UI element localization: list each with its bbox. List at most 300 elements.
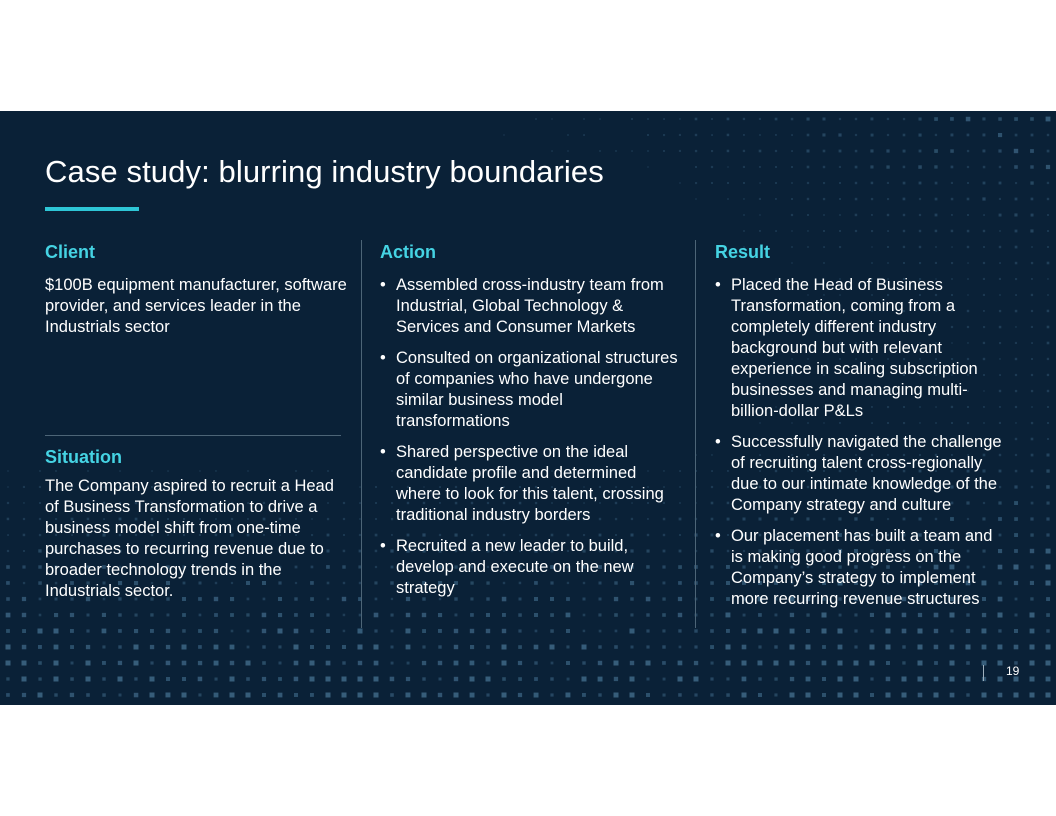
background-dot: [6, 693, 10, 697]
background-dot: [1014, 565, 1019, 570]
background-dot: [39, 614, 42, 617]
background-dot: [598, 677, 603, 682]
background-dot: [439, 678, 442, 681]
background-dot: [759, 182, 761, 184]
background-dot: [662, 613, 666, 617]
background-dot: [951, 262, 953, 264]
background-dot: [86, 629, 89, 632]
background-dot: [775, 150, 777, 152]
background-dot: [1015, 278, 1017, 280]
background-dot: [375, 566, 377, 568]
background-dot: [791, 214, 793, 216]
background-dot: [22, 661, 27, 666]
background-dot: [262, 629, 266, 633]
background-dot: [903, 118, 905, 120]
background-dot: [839, 150, 842, 153]
background-dot: [1046, 469, 1049, 472]
background-dot: [630, 661, 634, 665]
background-dot: [534, 645, 539, 650]
background-dot: [647, 166, 649, 168]
background-dot: [374, 693, 379, 698]
background-dot: [1047, 294, 1049, 296]
background-dot: [1015, 326, 1017, 328]
background-dot: [1047, 262, 1050, 265]
background-dot: [999, 230, 1001, 232]
background-dot: [1047, 406, 1049, 408]
background-dot: [39, 534, 41, 536]
background-dot: [886, 149, 889, 152]
background-dot: [454, 677, 458, 681]
background-dot: [1015, 390, 1017, 392]
background-dot: [1015, 598, 1018, 601]
background-dot: [1046, 565, 1051, 570]
background-dot: [1046, 533, 1049, 536]
background-dot: [375, 502, 377, 504]
background-dot: [695, 166, 697, 168]
background-dot: [1015, 262, 1018, 265]
background-dot: [919, 182, 922, 185]
background-dot: [1030, 597, 1033, 600]
background-dot: [38, 693, 43, 698]
background-dot: [166, 677, 170, 681]
background-dot: [502, 661, 507, 666]
background-dot: [54, 613, 58, 617]
background-dot: [711, 486, 713, 488]
background-dot: [134, 677, 137, 680]
background-dot: [886, 629, 891, 634]
background-dot: [838, 693, 843, 698]
background-dot: [630, 613, 633, 616]
background-dot: [983, 230, 985, 232]
background-dot: [678, 613, 682, 617]
background-dot: [1046, 549, 1051, 554]
background-dot: [214, 645, 219, 650]
background-dot: [759, 198, 761, 200]
background-dot: [982, 645, 987, 650]
background-dot: [582, 693, 586, 697]
background-dot: [7, 502, 9, 504]
background-dot: [743, 230, 745, 232]
background-dot: [711, 118, 713, 120]
background-dot: [903, 166, 906, 169]
background-dot: [246, 661, 251, 666]
background-dot: [1031, 454, 1034, 457]
background-dot: [534, 693, 539, 698]
background-dot: [551, 150, 553, 152]
background-dot: [870, 165, 873, 168]
background-dot: [230, 693, 235, 698]
background-dot: [582, 645, 587, 650]
background-dot: [358, 693, 363, 698]
background-dot: [135, 614, 138, 617]
background-dot: [262, 613, 267, 618]
background-dot: [1046, 629, 1049, 632]
background-dot: [534, 661, 537, 664]
background-dot: [870, 661, 875, 666]
background-dot: [102, 645, 105, 648]
background-dot: [391, 646, 394, 649]
background-dot: [823, 182, 825, 184]
background-dot: [422, 693, 427, 698]
background-dot: [966, 661, 970, 665]
background-dot: [278, 629, 283, 634]
background-dot: [327, 470, 329, 472]
background-dot: [550, 645, 555, 650]
background-dot: [823, 198, 825, 200]
background-dot: [375, 486, 377, 488]
background-dot: [663, 694, 666, 697]
background-dot: [294, 629, 299, 634]
background-dot: [694, 677, 699, 682]
background-dot: [1047, 422, 1049, 424]
background-dot: [343, 614, 346, 617]
background-dot: [727, 134, 730, 137]
background-dot: [151, 470, 153, 472]
background-dot: [1031, 262, 1033, 264]
background-dot: [422, 645, 425, 648]
background-dot: [1031, 422, 1033, 424]
background-dot: [631, 118, 633, 120]
background-dot: [1031, 278, 1033, 280]
background-dot: [534, 613, 538, 617]
background-dot: [39, 518, 41, 520]
background-dot: [663, 134, 665, 136]
background-dot: [998, 677, 1003, 682]
background-dot: [838, 629, 843, 634]
background-dot: [118, 629, 122, 633]
background-dot: [983, 134, 986, 137]
background-dot: [919, 118, 922, 121]
background-dot: [230, 677, 235, 682]
background-dot: [294, 645, 299, 650]
background-dot: [934, 661, 938, 665]
background-dot: [791, 166, 793, 168]
background-dot: [822, 693, 826, 697]
background-dot: [823, 118, 826, 121]
background-dot: [710, 645, 714, 649]
background-dot: [567, 134, 569, 136]
background-dot: [70, 629, 74, 633]
background-dot: [742, 645, 747, 650]
background-dot: [214, 613, 218, 617]
background-dot: [422, 629, 426, 633]
background-dot: [70, 677, 74, 681]
background-dot: [710, 629, 714, 633]
background-dot: [679, 150, 681, 152]
background-dot: [743, 214, 745, 216]
background-dot: [70, 693, 74, 697]
background-dot: [1030, 629, 1035, 634]
background-dot: [166, 645, 170, 649]
background-dot: [871, 246, 873, 248]
background-dot: [855, 230, 857, 232]
background-dot: [583, 614, 586, 617]
background-dot: [247, 630, 250, 633]
background-dot: [118, 645, 121, 648]
background-dot: [486, 661, 489, 664]
background-dot: [550, 693, 553, 696]
background-dot: [934, 693, 939, 698]
background-dot: [998, 645, 1003, 650]
background-dot: [951, 230, 954, 233]
background-dot: [583, 118, 585, 120]
background-dot: [903, 214, 905, 216]
background-dot: [486, 645, 490, 649]
background-dot: [215, 470, 217, 472]
background-dot: [518, 693, 522, 697]
background-dot: [855, 134, 857, 136]
background-dot: [1014, 629, 1018, 633]
background-dot: [1015, 134, 1018, 137]
situation-heading: Situation: [45, 447, 122, 467]
client-heading: Client: [45, 242, 96, 262]
background-dot: [374, 677, 379, 682]
background-dot: [6, 629, 10, 633]
background-dot: [855, 198, 858, 201]
background-dot: [343, 630, 346, 633]
background-dot: [742, 677, 747, 682]
background-dot: [822, 629, 827, 634]
result-heading: Result: [715, 242, 771, 262]
background-dot: [759, 150, 762, 153]
background-dot: [759, 230, 761, 232]
background-dot: [791, 150, 793, 152]
background-dot: [742, 693, 747, 698]
background-dot: [727, 198, 729, 200]
background-dot: [231, 630, 234, 633]
background-dot: [374, 581, 377, 584]
background-dot: [903, 230, 905, 232]
background-dot: [791, 262, 793, 264]
background-dot: [375, 534, 378, 537]
background-dot: [759, 166, 761, 168]
background-dot: [887, 134, 889, 136]
background-dot: [279, 662, 282, 665]
background-dot: [919, 150, 922, 153]
background-dot: [1015, 294, 1017, 296]
background-dot: [7, 486, 9, 488]
background-dot: [23, 502, 25, 504]
background-dot: [1031, 342, 1033, 344]
background-dot: [6, 645, 11, 650]
background-dot: [1014, 165, 1018, 169]
background-dot: [935, 198, 938, 201]
background-dot: [1030, 693, 1035, 698]
background-dot: [967, 230, 970, 233]
background-dot: [502, 677, 506, 681]
background-dot: [470, 661, 475, 666]
background-dot: [806, 629, 810, 633]
background-dot: [870, 629, 873, 632]
background-dot: [871, 198, 873, 200]
background-dot: [743, 198, 745, 200]
background-dot: [454, 629, 458, 633]
background-dot: [807, 198, 809, 200]
background-dot: [695, 134, 697, 136]
background-dot: [982, 693, 987, 698]
background-dot: [486, 613, 490, 617]
background-dot: [711, 534, 714, 537]
background-dot: [758, 677, 761, 680]
background-dot: [887, 214, 889, 216]
background-dot: [150, 693, 155, 698]
background-dot: [54, 661, 59, 666]
background-dot: [838, 133, 841, 136]
background-dot: [903, 150, 906, 153]
background-dot: [1031, 326, 1033, 328]
background-dot: [102, 613, 106, 617]
background-dot: [199, 614, 202, 617]
background-dot: [230, 661, 234, 665]
background-dot: [983, 214, 985, 216]
background-dot: [1030, 645, 1035, 650]
background-dot: [326, 693, 331, 698]
background-dot: [278, 645, 281, 648]
background-dot: [518, 677, 522, 681]
background-dot: [886, 165, 889, 168]
background-dot: [998, 117, 1002, 121]
background-dot: [806, 661, 810, 665]
background-dot: [839, 118, 841, 120]
background-dot: [999, 246, 1001, 248]
background-dot: [758, 645, 761, 648]
background-dot: [391, 614, 394, 617]
background-dot: [918, 693, 923, 698]
background-dot: [982, 197, 985, 200]
background-dot: [599, 150, 601, 152]
background-dot: [934, 149, 938, 153]
background-dot: [759, 118, 761, 120]
background-dot: [966, 677, 971, 682]
background-dot: [758, 661, 763, 666]
background-dot: [119, 694, 122, 697]
background-dot: [102, 677, 105, 680]
background-dot: [678, 677, 683, 682]
background-dot: [422, 677, 425, 680]
background-dot: [854, 693, 859, 698]
background-dot: [982, 629, 987, 634]
background-dot: [838, 677, 843, 682]
background-dot: [230, 645, 235, 650]
background-dot: [406, 693, 411, 698]
background-dot: [1046, 581, 1051, 586]
background-dot: [391, 662, 394, 665]
background-dot: [1047, 438, 1049, 440]
background-dot: [1046, 661, 1051, 666]
background-dot: [86, 693, 90, 697]
background-dot: [38, 629, 43, 634]
background-dot: [807, 134, 810, 137]
background-dot: [38, 677, 41, 680]
background-dot: [871, 262, 873, 264]
background-dot: [967, 166, 969, 168]
background-dot: [630, 677, 635, 682]
background-dot: [1030, 661, 1035, 666]
background-dot: [1031, 374, 1033, 376]
background-dot: [934, 165, 937, 168]
client-situation-divider: [45, 435, 341, 436]
result-item: • Successfully navigated the challenge of recruiting talent cross-regionally due to our intimate knowledge of the Company strategy and culture: [715, 432, 1007, 516]
background-dot: [22, 613, 26, 617]
background-dot: [70, 613, 74, 617]
background-dot: [630, 693, 635, 698]
background-dot: [919, 134, 922, 137]
background-dot: [646, 645, 649, 648]
background-dot: [807, 246, 809, 248]
background-dot: [839, 198, 841, 200]
background-dot: [934, 645, 939, 650]
background-dot: [726, 677, 729, 680]
background-dot: [22, 597, 26, 601]
result-list: [715, 275, 1007, 620]
background-dot: [774, 661, 779, 666]
background-dot: [678, 661, 683, 666]
background-dot: [854, 661, 859, 666]
background-dot: [247, 646, 250, 649]
background-dot: [567, 678, 570, 681]
action-item: • Assembled cross-industry team from Industrial, Global Technology & Services and Consumer Markets: [380, 275, 680, 338]
background-dot: [854, 677, 859, 682]
background-dot: [630, 629, 635, 634]
background-dot: [1014, 501, 1018, 505]
background-dot: [903, 262, 905, 264]
background-dot: [310, 629, 313, 632]
background-dot: [102, 661, 106, 665]
background-dot: [150, 645, 154, 649]
slide-title: Case study: blurring industry boundaries: [45, 154, 604, 189]
background-dot: [262, 677, 266, 681]
background-dot: [566, 629, 570, 633]
background-dot: [983, 150, 986, 153]
background-dot: [806, 645, 811, 650]
background-dot: [583, 134, 585, 136]
background-dot: [983, 182, 986, 185]
background-dot: [535, 118, 537, 120]
background-dot: [102, 693, 106, 697]
background-dot: [1014, 517, 1018, 521]
background-dot: [919, 262, 921, 264]
background-dot: [711, 166, 713, 168]
background-dot: [790, 693, 795, 698]
background-dot: [54, 645, 59, 650]
background-dot: [150, 661, 153, 664]
background-dot: [934, 629, 938, 633]
background-dot: [950, 149, 954, 153]
background-dot: [711, 662, 714, 665]
background-dot: [663, 118, 665, 120]
background-dot: [854, 645, 857, 648]
background-dot: [662, 629, 665, 632]
background-dot: [774, 645, 777, 648]
background-dot: [6, 597, 10, 601]
background-dot: [695, 198, 697, 200]
background-dot: [727, 166, 729, 168]
background-dot: [902, 645, 905, 648]
background-dot: [182, 629, 186, 633]
background-dot: [759, 214, 761, 216]
background-dot: [566, 645, 569, 648]
background-dot: [118, 613, 121, 616]
background-dot: [790, 677, 794, 681]
background-dot: [903, 134, 906, 137]
background-dot: [38, 549, 41, 552]
background-dot: [950, 677, 955, 682]
background-dot: [1047, 390, 1049, 392]
background-dot: [118, 677, 123, 682]
background-dot: [598, 661, 602, 665]
background-dot: [518, 645, 522, 649]
background-dot: [775, 182, 777, 184]
